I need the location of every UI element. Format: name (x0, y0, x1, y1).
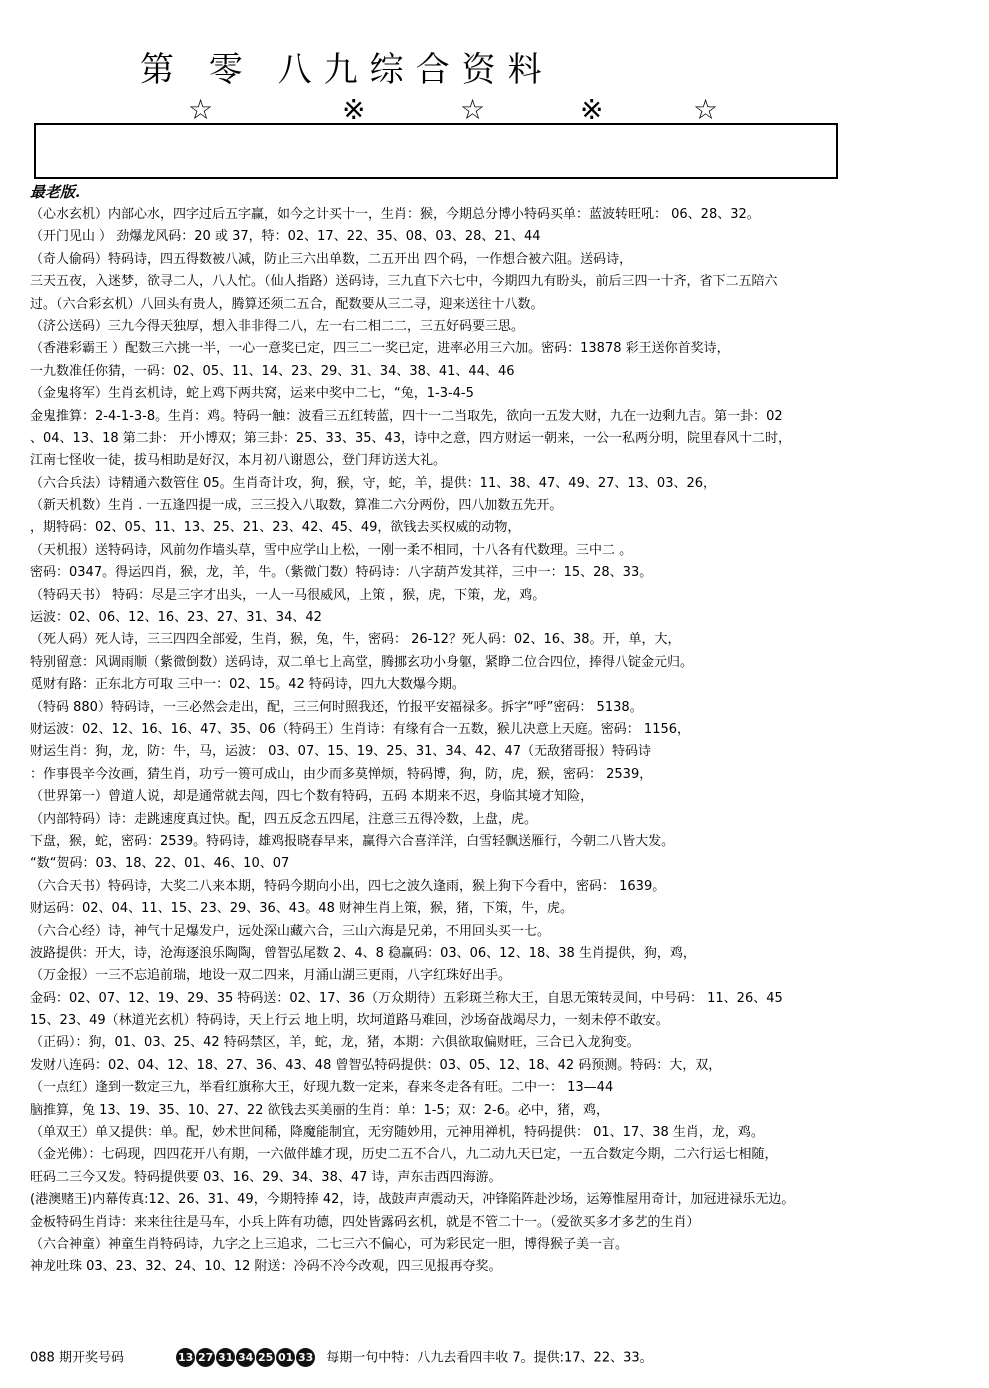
text-line: 神龙吐珠 03、23、32、24、10、12 附送：冷码不冷今改观，四三见报再夺奖。 (30, 1259, 502, 1275)
text-line: 波路提供：开大，诗，沧海逐浪乐陶陶，曾智弘尾数 2、4、8 稳赢码：03、06、12、18、38 生肖提供，狗，鸡， (30, 945, 696, 961)
text-line: （万金报）一三不忘追前瑞，地设一双二四来，月涌山湖三更雨，八字红珠好出手。 (30, 968, 512, 984)
text-line: （济公送码）三九今得天独厚，想入非非得二八，左一右二相二二，三五好码要三思。 (30, 318, 525, 334)
text-line: 财运波：02、12、16、16、47、35、06（特码王）生肖诗：有缘有合一五数，猴儿决意上天庭。密码： 1156， (30, 721, 691, 737)
text-line: （死人码）死人诗，三三四四全部爱，生肖，猴，兔，牛，密码： 26-12？死人码：02、16、38。开，单，大， (30, 632, 681, 648)
star-icon: ☆ (460, 93, 486, 126)
text-line: 觅财有路：正东北方可取 三中一：02、15。42 特码诗，四九大数爆今期。 (30, 677, 465, 693)
text-line: （特码天书） 特码：尽是三字才出头，一人一马很威风，上策 ，猴，虎，下策，龙，鸡。 (30, 587, 546, 603)
draw-label: 088 期开奖号码 (30, 1350, 124, 1366)
text-line: （世界第一）曾道人说，却是通常就去闯，四七个数有特码，五码 本期来不迟，身临其境才知险， (30, 789, 594, 805)
text-line: （特码 880）特码诗，一三必然会走出，配，三三何时照我还，竹报平安福禄多。拆字“呼”密码： 5138。 (30, 699, 643, 715)
star-icon: ☆ (188, 93, 214, 126)
text-line: 财运码：02、04、11、15、23、29、36、43。48 财神生肖上策，猴，猪，下策，牛，虎。 (30, 901, 574, 917)
text-line: 三天五夜，入迷梦，欲寻二人，八人忙。（仙人指路）送码诗，三九直下六七中，今期四九有盼头，前后三四一十齐，省下二五陪六 (30, 274, 778, 290)
text-line: 运波：02、06、12、16、23、27、31、34、42 (30, 610, 322, 626)
text-body (30, 204, 980, 1279)
blank-banner-box (34, 123, 838, 179)
text-line: （六合天书）特码诗，大奖二八来本期，特码今期向小出，四七之波久逢雨，猴上狗下今看中，密码： 1639。 (30, 878, 666, 894)
text-line: 15、23、49（林道光玄机）特码诗，天上行云 地上明，坎坷道路马难回，沙场奋战竭尽力，一刻未停不敢安。 (30, 1013, 669, 1029)
text-line: （六合心经）诗，神气十足爆发户，远处深山藏六合，三山六海是兄弟，不用回头买一七。 (30, 923, 551, 939)
text-line: 脑推算，兔 13、19、35、10、27、22 欲钱去买美丽的生肖：单：1-5；双：2-6。必中，猪，鸡， (30, 1102, 609, 1118)
text-line: （金光佛）：七码现，四四花开八有期，一六做伴雄才现，历史二五不合八，九二动九天已定，一五合数定今期，二六行运七相随， (30, 1147, 778, 1163)
text-line: 江南七怪收一徒，拔马相助是好汉，本月初八谢恩公，登门拜访送大礼。 (30, 453, 447, 469)
text-line: (港澳赌王)内幕传真:12、26、31、49，今期特捧 42，诗，战鼓声声震动天，冲锋陷阵赴沙场，运筹惟屋用奇计，加冠进禄乐无边。 (30, 1192, 795, 1208)
text-line: 特别留意：风调雨顺（紫微倒数）送码诗，双二单七上高堂，腾挪玄功小身躯，紧睁二位合四位，捧得八锭金元归。 (30, 654, 694, 670)
text-line: “数“贺码：03、18、22、01、46、10、07 (30, 856, 290, 872)
text-line: 财运生肖：狗，龙，防：牛，马，运波： 03、07、15、19、25、31、34、42、47（无敌猪哥报）特码诗 (30, 744, 652, 760)
text-line: （六合神童）神童生肖特码诗，九字之上三追求，二七三六不偏心，可为彩民定一胆，博得猴子美一言。 (30, 1236, 629, 1252)
text-line: （金鬼将军）生肖玄机诗，蛇上鸡下两共窝，运来中奖中二七，“兔，1-3-4-5 (30, 386, 474, 402)
draw-ball: 01 (276, 1348, 295, 1367)
text-line: 金码：02、07、12、19、29、35 特码送：02、17、36（万众期待）五彩斑兰称大王，自思无策转灵间，中号码： 11、26、45 (30, 990, 783, 1006)
reference-mark-icon: ※ (580, 93, 604, 126)
text-line: ，期特码：02、05、11、13、25、21、23、42、45、49，欲钱去买权威的动物， (30, 520, 521, 536)
text-line: 旺码二三今又发。特码提供要 03、16、29、34、38、47 诗，声东击西四海游。 (30, 1169, 502, 1185)
text-line: ：作事畏辛今汝画，猜生肖，功亏一篑可成山，由少而多莫惮烦，特码博，狗，防，虎，猴，密码： 2539， (30, 766, 653, 782)
draw-result-line (30, 1345, 653, 1371)
draw-ball: 31 (216, 1348, 235, 1367)
draw-balls (176, 1345, 316, 1371)
text-line: 发财八连码：02、04、12、18、27、36、43、48 曾智弘特码提供：03、05、12、18、42 码预测。特码：大，双， (30, 1057, 722, 1073)
draw-ball: 25 (256, 1348, 275, 1367)
draw-ball: 33 (296, 1348, 315, 1367)
text-line: 密码：0347。得运四肖，猴，龙，羊，牛。（紫微门数）特码诗：八字葫芦发其祥，三中一：15、28、33。 (30, 565, 653, 581)
text-line: （开门见山 ） 劲爆龙风码：20 或 37，特：02、17、22、35、08、03、28、21、44 (30, 229, 541, 245)
draw-note: 每期一句中特：八九去看四丰收 7。提供:17、22、33。 (326, 1350, 653, 1366)
draw-ball: 34 (236, 1348, 255, 1367)
text-line: 过。（六合彩玄机）八回头有贵人，腾算还须二五合，配数要从三二寻，迎来送往十八数。 (30, 296, 544, 312)
draw-ball: 27 (196, 1348, 215, 1367)
page-title: 第 零 八九综合资料 (140, 50, 554, 90)
text-line: （新天机数）生肖 . 一五逢四提一成，三三投入八取数，算准二六分两份，四八加数五先开。 (30, 498, 563, 514)
text-line: 金板特码生肖诗：来来往往是马车，小兵上阵有功德，四处皆露码玄机，就是不管二十一。（爱欲买多才多艺的生肖） (30, 1214, 700, 1230)
text-line: 金鬼推算：2-4-1-3-8。生肖：鸡。特码一触：波看三五红转蓝，四十一二当取先，欲向一五发大财，九在一边剩九吉。第一卦：02 (30, 408, 783, 424)
text-line: （天机报）送特码诗，风前勿作墙头草，雪中应学山上松，一刚一柔不相同，十八各有代数理。三中二 。 (30, 542, 633, 558)
star-icon: ☆ (693, 93, 719, 126)
draw-ball: 13 (176, 1348, 195, 1367)
text-line: 、04、13、18 第二卦： 开小博双；第三卦：25、33、35、43，诗中之意，四方财运一朝来，一公一私两分明，院里春风十二时， (30, 430, 792, 446)
text-line: （六合兵法）诗精通六数管住 05。生肖奇计攻，狗，猴，守，蛇，羊，提供：11、38、47、49、27、13、03、26， (30, 475, 717, 491)
section-label: 最老版. (30, 183, 81, 201)
text-line: （心水玄机）内部心水，四字过后五字赢，如今之计买十一，生肖：猴，今期总分博小特码买单：蓝波转旺吼： 06、28、32。 (30, 207, 760, 222)
reference-mark-icon: ※ (342, 93, 366, 126)
text-line: （一点红）逢到一数定三九，举看红旗称大王，好现九数一定来，春来冬走各有旺。二中一： 13—44 (30, 1080, 614, 1096)
text-line: （香港彩霸王 ）配数三六挑一半，一心一意奖已定，四三二一奖已定，进率必用三六加。密码：13878 彩王送你首奖诗， (30, 341, 730, 357)
text-line: （单双王）单又提供：单。配，妙术世间稀，降魔能制宜，无穷随妙用，元神用禅机，特码提供： 01、17、38 生肖，龙，鸡。 (30, 1125, 764, 1141)
text-line: 下盘，猴，蛇，密码：2539。特码诗，雄鸡报晓春早来，赢得六合喜洋洋，白雪轻飘送雁行，今朝二八皆大发。 (30, 833, 675, 849)
text-line: （正码）：狗，01、03、25、42 特码禁区，羊，蛇，龙，猪，本期：六俱欲取偏财旺，三合已入龙狗变。 (30, 1035, 640, 1051)
text-line: （内部特码）诗：走跳速度真过快。配，四五反念五四尾，注意三五得冷数，上盘，虎。 (30, 811, 538, 827)
text-line: 一九数准任你猜，一码：02、05、11、14、23、29、31、34、38、41、44、46 (30, 363, 515, 379)
text-line: （奇人偷码）特码诗，四五得数被八减，防止三六出单数，二五开出 四个码，一作想合被六阻。送码诗， (30, 251, 633, 267)
